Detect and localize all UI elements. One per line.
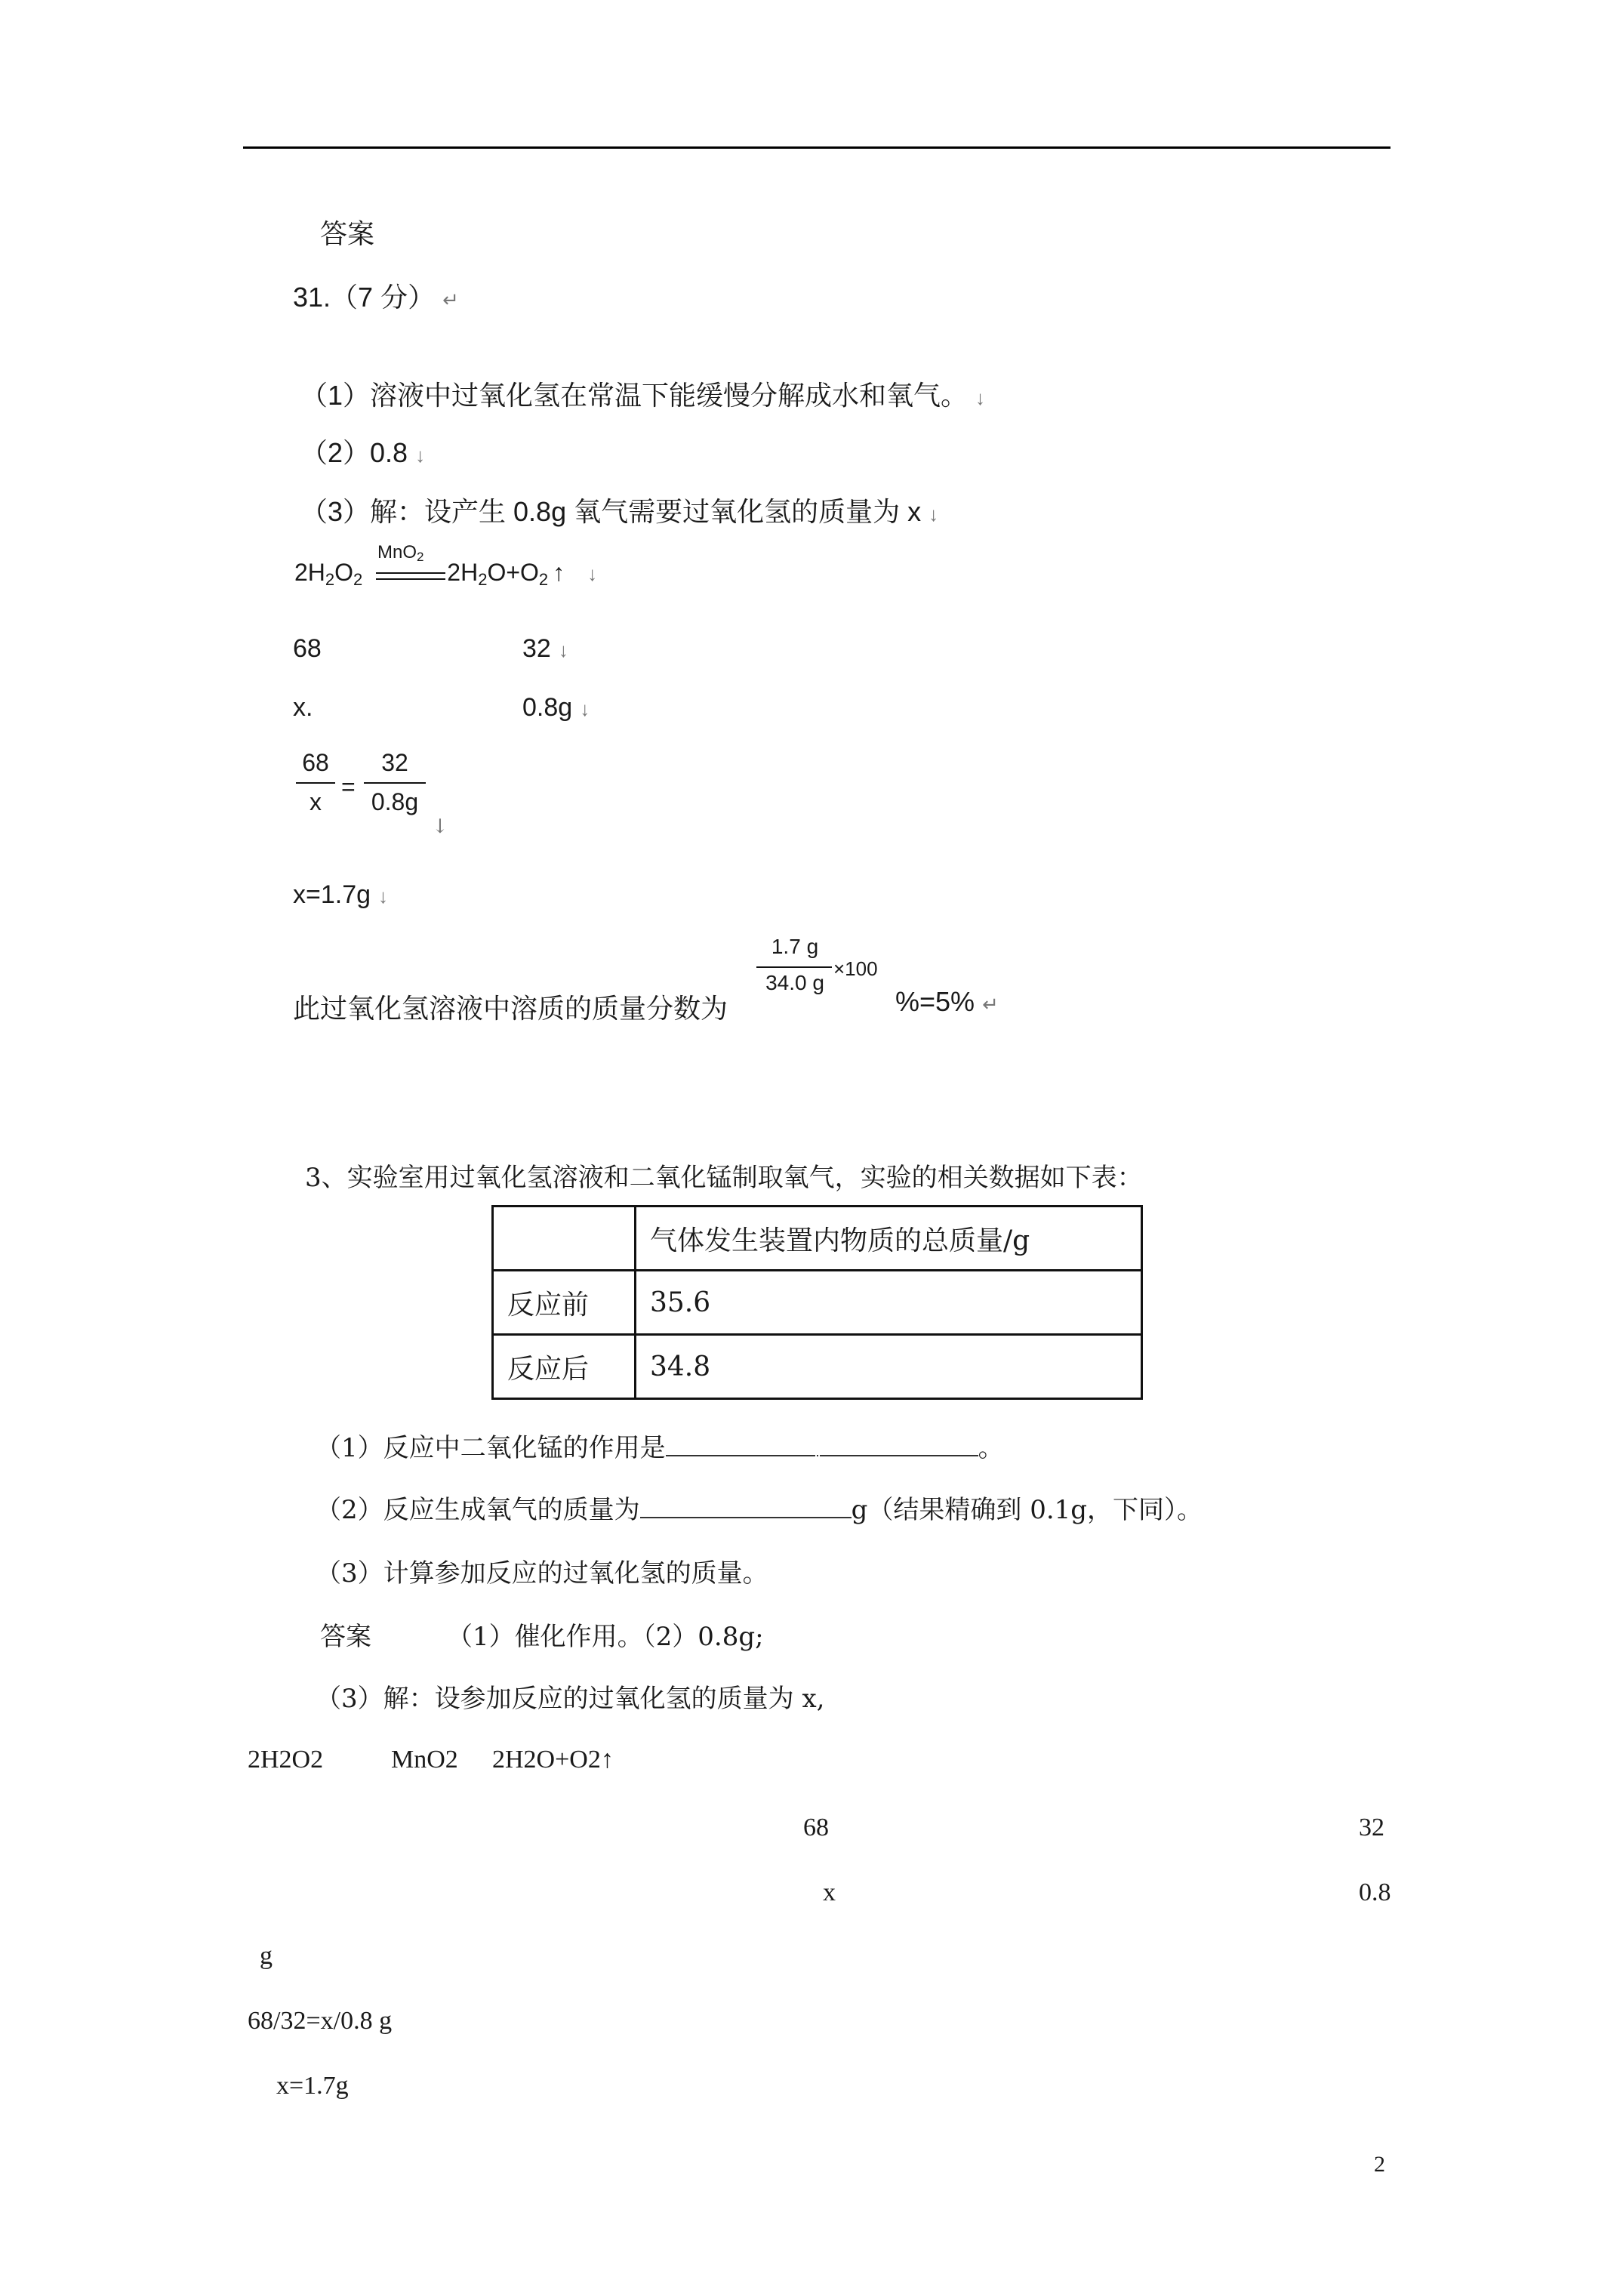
ratio-row2-left: x. (293, 693, 313, 722)
table-cell (493, 1207, 636, 1271)
equation-rhs: 2H2O+O2↑ (492, 1746, 614, 1774)
table-cell: 35.6 (636, 1271, 1142, 1335)
header-rule (243, 146, 1390, 149)
sub-question-2: （2）反应生成氧气的质量为 g（结果精确到 0.1g，下同）。 (316, 1495, 1203, 1525)
answer-blank[interactable] (666, 1432, 814, 1456)
table-cell: 34.8 (636, 1335, 1142, 1399)
fraction-32-over-0.8g: 32 0.8g (361, 749, 429, 824)
equation-catalyst: MnO2 (391, 1746, 458, 1774)
catalyst-label: MnO$_2$ (377, 542, 424, 564)
answer-blank-dot (814, 1432, 821, 1456)
ratio-row1-left: 68 (803, 1814, 829, 1841)
ratio-row1-right: 32 (1359, 1814, 1384, 1841)
fraction-68-over-x: 68 x (293, 749, 338, 824)
fraction-result: %=5% ↵ (895, 986, 999, 1017)
sub-question-1: （1）反应中二氧化锰的作用是 。 (316, 1433, 1004, 1463)
answer-blank[interactable] (640, 1494, 852, 1518)
part2-text: （2）0.8 ↓ (300, 437, 426, 468)
part1-text: （1）溶液中过氧化氢在常温下能缓慢分解成水和氧气。 ↓ (300, 380, 986, 411)
proportion-equation: 68/32=x/0.8 g (248, 2007, 393, 2035)
answer-blank[interactable] (821, 1432, 978, 1456)
answer-heading: 答案 (320, 219, 375, 250)
equals-sign: = (341, 773, 356, 800)
table-cell: 反应后 (493, 1335, 636, 1399)
times-100: ×100 (833, 957, 878, 980)
equation-lhs: 2H2O2 (248, 1746, 324, 1774)
table-row (493, 1335, 1142, 1399)
question-number: 31.（7 分） ↵ (293, 282, 459, 313)
result-x: x=1.7g ↓ (293, 880, 389, 909)
chemical-equation: $2H_2O_2$ $2H_2O+O_2$ ↑ ↓ (294, 559, 598, 589)
ratio-row2-unit: g (260, 1942, 273, 1970)
result-x: x=1.7g (276, 2072, 349, 2100)
table-row (493, 1271, 1142, 1335)
answer-text: （1）催化作用。（2）0.8g; (447, 1622, 764, 1652)
equation-line-top (376, 572, 445, 574)
equation-line-bottom (376, 578, 445, 580)
fraction-label: 此过氧化氢溶液中溶质的质量分数为 (293, 993, 728, 1024)
table-row (493, 1207, 1142, 1271)
return-mark: ↓ (432, 815, 448, 838)
solution-intro: （3）解：设参加反应的过氧化氢的质量为 x, (316, 1684, 825, 1714)
table-cell: 反应前 (493, 1271, 636, 1335)
ratio-row1-right: 32 ↓ (522, 634, 568, 663)
table-cell: 气体发生装置内物质的总质量/g (636, 1207, 1142, 1271)
question3-stem: 3、实验室用过氧化氢溶液和二氧化锰制取氧气，实验的相关数据如下表： (305, 1163, 1143, 1193)
ratio-row2-left: x (823, 1878, 836, 1906)
ratio-row2-right: 0.8g ↓ (522, 693, 590, 722)
ratio-row1-left: 68 (293, 634, 322, 663)
mass-fraction: 1.7 g 34.0 g (753, 935, 836, 1003)
part3-text: （3）解：设产生 0.8g 氧气需要过氧化氢的质量为 x ↓ (300, 496, 939, 527)
data-table (491, 1205, 1143, 1400)
page-number: 2 (1374, 2152, 1385, 2177)
sub-question-3: （3）计算参加反应的过氧化氢的质量。 (316, 1558, 768, 1589)
ratio-row2-right: 0.8 (1359, 1878, 1391, 1906)
answer-label: 答案 (320, 1622, 371, 1652)
